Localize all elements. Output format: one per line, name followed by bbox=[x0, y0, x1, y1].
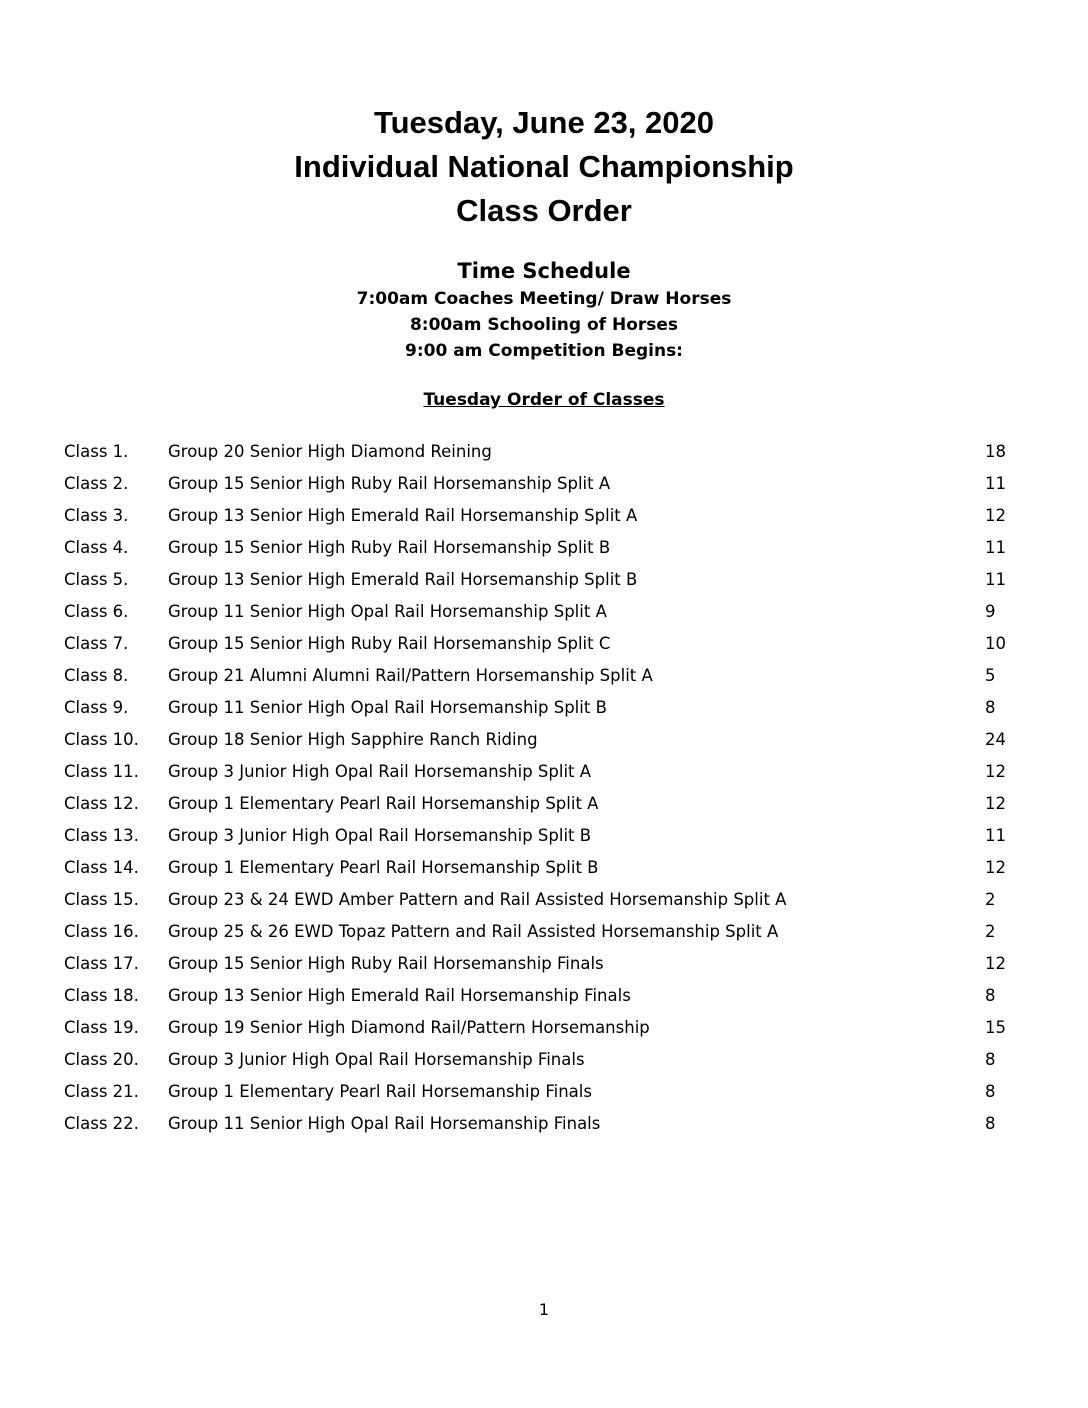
class-number: Class 5. bbox=[64, 570, 129, 589]
class-description: Group 11 Senior High Opal Rail Horsemanship Split B bbox=[168, 698, 607, 717]
class-description: Group 13 Senior High Emerald Rail Horsemanship Split B bbox=[168, 570, 638, 589]
class-number: Class 11. bbox=[64, 762, 139, 781]
class-number: Class 19. bbox=[64, 1018, 139, 1037]
class-number: Class 18. bbox=[64, 986, 139, 1005]
class-entry-count: 12 bbox=[985, 858, 1006, 877]
class-entry-count: 8 bbox=[985, 1082, 996, 1101]
class-row bbox=[64, 504, 1024, 536]
class-entry-count: 11 bbox=[985, 538, 1006, 557]
time-schedule-heading: Time Schedule bbox=[457, 259, 631, 283]
class-description: Group 15 Senior High Ruby Rail Horsemanship Split A bbox=[168, 474, 611, 493]
class-row bbox=[64, 920, 1024, 952]
class-number: Class 3. bbox=[64, 506, 129, 525]
class-description: Group 19 Senior High Diamond Rail/Pattern Horsemanship bbox=[168, 1018, 650, 1037]
class-row bbox=[64, 824, 1024, 856]
class-entry-count: 8 bbox=[985, 1050, 996, 1069]
class-row bbox=[64, 984, 1024, 1016]
class-description: Group 1 Elementary Pearl Rail Horsemanship Split B bbox=[168, 858, 599, 877]
class-description: Group 20 Senior High Diamond Reining bbox=[168, 442, 492, 461]
class-row bbox=[64, 1080, 1024, 1112]
class-entry-count: 2 bbox=[985, 890, 996, 909]
class-row bbox=[64, 664, 1024, 696]
class-number: Class 13. bbox=[64, 826, 139, 845]
class-entry-count: 11 bbox=[985, 826, 1006, 845]
class-row bbox=[64, 856, 1024, 888]
class-entry-count: 12 bbox=[985, 954, 1006, 973]
class-number: Class 9. bbox=[64, 698, 129, 717]
class-description: Group 3 Junior High Opal Rail Horsemanship Split A bbox=[168, 762, 592, 781]
class-row bbox=[64, 600, 1024, 632]
class-entry-count: 12 bbox=[985, 794, 1006, 813]
class-list bbox=[64, 440, 1024, 1144]
class-description: Group 18 Senior High Sapphire Ranch Riding bbox=[168, 730, 538, 749]
class-description: Group 3 Junior High Opal Rail Horsemanship Split B bbox=[168, 826, 592, 845]
class-entry-count: 12 bbox=[985, 762, 1006, 781]
class-description: Group 15 Senior High Ruby Rail Horsemanship Split B bbox=[168, 538, 611, 557]
class-description: Group 15 Senior High Ruby Rail Horsemanship Finals bbox=[168, 954, 604, 973]
schedule-item: 8:00am Schooling of Horses bbox=[409, 315, 679, 335]
title-event: Individual National Championship bbox=[294, 149, 794, 184]
class-row bbox=[64, 632, 1024, 664]
class-row bbox=[64, 1048, 1024, 1080]
time-schedule bbox=[0, 256, 1088, 364]
class-entry-count: 2 bbox=[985, 922, 996, 941]
document-title bbox=[0, 101, 1088, 233]
class-entry-count: 8 bbox=[985, 698, 996, 717]
class-row bbox=[64, 472, 1024, 504]
class-row bbox=[64, 728, 1024, 760]
class-description: Group 21 Alumni Alumni Rail/Pattern Horsemanship Split A bbox=[168, 666, 653, 685]
class-row bbox=[64, 888, 1024, 920]
class-number: Class 20. bbox=[64, 1050, 139, 1069]
class-number: Class 17. bbox=[64, 954, 139, 973]
schedule-item: 9:00 am Competition Begins: bbox=[405, 341, 683, 361]
class-number: Class 21. bbox=[64, 1082, 139, 1101]
class-entry-count: 10 bbox=[985, 634, 1006, 653]
class-entry-count: 15 bbox=[985, 1018, 1006, 1037]
class-number: Class 7. bbox=[64, 634, 129, 653]
class-entry-count: 5 bbox=[985, 666, 996, 685]
class-entry-count: 9 bbox=[985, 602, 996, 621]
class-number: Class 8. bbox=[64, 666, 129, 685]
class-row bbox=[64, 952, 1024, 984]
class-row bbox=[64, 536, 1024, 568]
class-entry-count: 8 bbox=[985, 1114, 996, 1133]
class-number: Class 2. bbox=[64, 474, 129, 493]
class-entry-count: 24 bbox=[985, 730, 1006, 749]
class-description: Group 25 & 26 EWD Topaz Pattern and Rail Assisted Horsemanship Split A bbox=[168, 922, 779, 941]
class-number: Class 14. bbox=[64, 858, 139, 877]
class-description: Group 11 Senior High Opal Rail Horsemanship Split A bbox=[168, 602, 607, 621]
class-description: Group 1 Elementary Pearl Rail Horsemanship Finals bbox=[168, 1082, 592, 1101]
class-entry-count: 12 bbox=[985, 506, 1006, 525]
class-description: Group 13 Senior High Emerald Rail Horsemanship Finals bbox=[168, 986, 631, 1005]
title-class-order: Class Order bbox=[456, 193, 632, 228]
class-row bbox=[64, 696, 1024, 728]
class-number: Class 4. bbox=[64, 538, 129, 557]
class-row bbox=[64, 1112, 1024, 1144]
title-date: Tuesday, June 23, 2020 bbox=[373, 105, 715, 140]
class-description: Group 1 Elementary Pearl Rail Horsemanship Split A bbox=[168, 794, 599, 813]
page-number: 1 bbox=[538, 1300, 550, 1319]
class-row bbox=[64, 440, 1024, 472]
order-of-classes-heading: Tuesday Order of Classes bbox=[423, 390, 665, 410]
class-description: Group 23 & 24 EWD Amber Pattern and Rail Assisted Horsemanship Split A bbox=[168, 890, 787, 909]
class-description: Group 3 Junior High Opal Rail Horsemanship Finals bbox=[168, 1050, 585, 1069]
class-row bbox=[64, 792, 1024, 824]
class-row bbox=[64, 1016, 1024, 1048]
class-description: Group 13 Senior High Emerald Rail Horsemanship Split A bbox=[168, 506, 638, 525]
class-number: Class 1. bbox=[64, 442, 129, 461]
class-description: Group 11 Senior High Opal Rail Horsemanship Finals bbox=[168, 1114, 601, 1133]
class-number: Class 10. bbox=[64, 730, 139, 749]
class-entry-count: 11 bbox=[985, 474, 1006, 493]
class-number: Class 12. bbox=[64, 794, 139, 813]
class-entry-count: 18 bbox=[985, 442, 1006, 461]
class-number: Class 15. bbox=[64, 890, 139, 909]
class-number: Class 22. bbox=[64, 1114, 139, 1133]
class-entry-count: 8 bbox=[985, 986, 996, 1005]
schedule-item: 7:00am Coaches Meeting/ Draw Horses bbox=[356, 289, 732, 309]
class-row bbox=[64, 568, 1024, 600]
class-row bbox=[64, 760, 1024, 792]
class-number: Class 16. bbox=[64, 922, 139, 941]
class-number: Class 6. bbox=[64, 602, 129, 621]
class-entry-count: 11 bbox=[985, 570, 1006, 589]
class-description: Group 15 Senior High Ruby Rail Horsemanship Split C bbox=[168, 634, 611, 653]
